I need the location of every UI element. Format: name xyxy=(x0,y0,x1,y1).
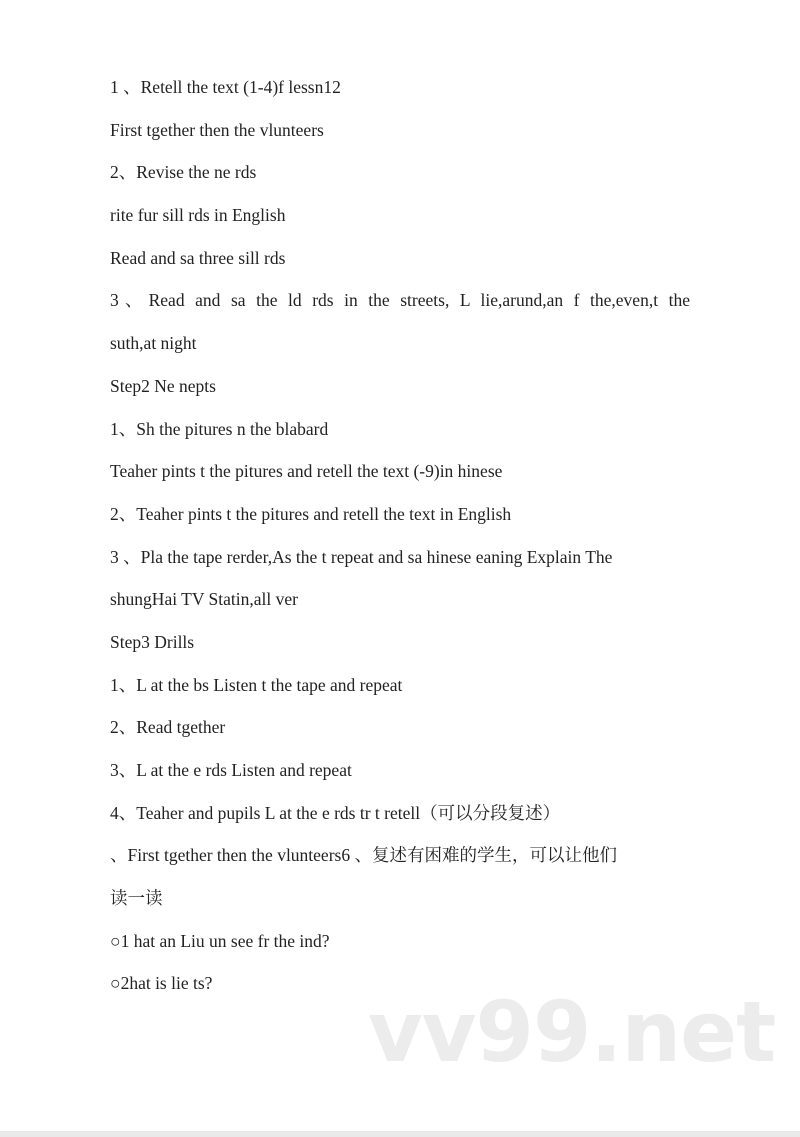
text-line-20: 读一读 xyxy=(110,888,163,909)
text-line-14: Step3 Drills xyxy=(110,631,195,652)
text-line-22: ○2hat is lie ts? xyxy=(110,973,213,994)
text-line-3: 2、Revise the ne rds xyxy=(110,162,257,183)
text-line-2: First tgether then the vlunteers xyxy=(110,119,324,140)
text-line-21: ○1 hat an Liu un see fr the ind? xyxy=(110,930,330,951)
text-line-1: 1 、Retell the text (1-4)f lessn12 xyxy=(110,77,341,97)
text-line-15: 1、L at the bs Listen t the tape and repeat xyxy=(110,674,403,695)
text-line-7: suth,at night xyxy=(110,333,197,354)
text-line-6: 3、Read and sa the ld rds in the streets, L lie,arund,an f the,even,t the xyxy=(110,290,690,311)
text-line-12: 3 、Pla the tape rerder,As the t repeat and sa hinese eaning Explain The xyxy=(110,546,613,567)
text-line-16: 2、Read tgether xyxy=(110,717,226,738)
text-line-4: rite fur sill rds in English xyxy=(110,205,286,226)
text-line-10: Teaher pints t the pitures and retell the text (-9)in hinese xyxy=(110,461,503,482)
page-bottom-edge xyxy=(0,1131,800,1137)
document-body xyxy=(110,70,690,1009)
text-line-8: Step2 Ne nepts xyxy=(110,375,216,396)
text-line-5: Read and sa three sill rds xyxy=(110,247,286,268)
watermark: vv99.net xyxy=(368,983,776,1081)
text-line-19: 、First tgether then the vlunteers6 、复述有困难的学生，可以让他们 xyxy=(110,845,617,866)
text-line-18: 4、Teaher and pupils L at the e rds tr t retell（可以分段复述） xyxy=(110,802,561,823)
text-line-9: 1、Sh the pitures n the blabard xyxy=(110,418,329,439)
text-line-13: shungHai TV Statin,all ver xyxy=(110,589,298,610)
text-line-17: 3、L at the e rds Listen and repeat xyxy=(110,760,352,780)
text-line-11: 2、Teaher pints t the pitures and retell the text in English xyxy=(110,503,512,524)
